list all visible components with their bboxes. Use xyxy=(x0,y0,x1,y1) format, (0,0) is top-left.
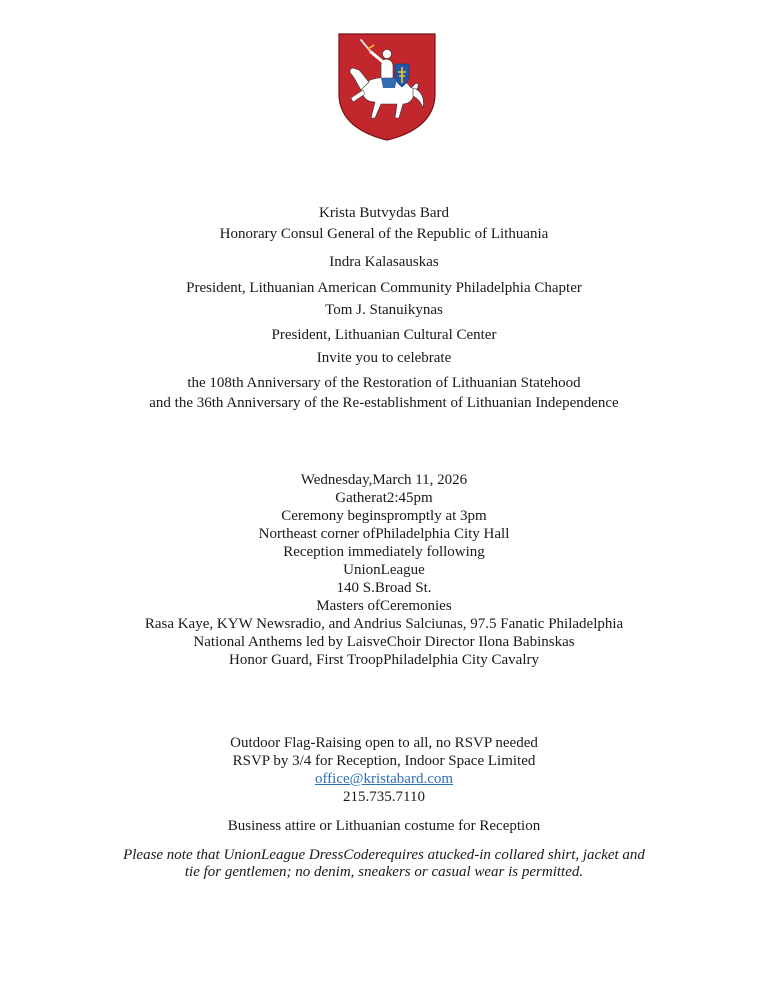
invite-line: Invite you to celebrate xyxy=(316,350,452,366)
host-1-title: Honorary Consul General of the Republic of Lithuania xyxy=(219,226,549,242)
masters-heading: Masters ofCeremonies xyxy=(316,598,452,614)
host-1-name: Krista Butvydas Bard xyxy=(319,205,449,221)
dress-code-note-2: tie for gentlemen; no denim, sneakers or casual wear is permitted. xyxy=(184,864,584,880)
occasion-line-1: the 108th Anniversary of the Restoration of Lithuanian Statehood xyxy=(187,375,581,391)
rsvp-phone: 215.735.7110 xyxy=(343,789,425,805)
masters-of-ceremonies: Rasa Kaye, KYW Newsradio, and Andrius Salciunas, 97.5 Fanatic Philadelphia xyxy=(144,616,624,632)
event-location: Northeast corner ofPhiladelphia City Hall xyxy=(258,526,510,542)
flag-raising-note: Outdoor Flag-Raising open to all, no RSVP needed xyxy=(230,735,538,751)
honor-guard: Honor Guard, First TroopPhiladelphia City Cavalry xyxy=(229,652,539,668)
event-gather-time: Gatherat2:45pm xyxy=(335,490,433,506)
host-2-name: Indra Kalasauskas xyxy=(329,254,439,270)
event-address: 140 S.Broad St. xyxy=(336,580,432,596)
event-ceremony-time: Ceremony beginspromptly at 3pm xyxy=(281,508,487,524)
occasion-line-2: and the 36th Anniversary of the Re-establishment of Lithuanian Independence xyxy=(149,395,619,411)
dress-code-note-1: Please note that UnionLeague DressCoderequires atucked-in collared shirt, jacket and xyxy=(123,847,645,863)
host-2-title: President, Lithuanian American Community Philadelphia Chapter xyxy=(186,280,582,296)
rsvp-deadline: RSVP by 3/4 for Reception, Indoor Space Limited xyxy=(232,753,536,769)
national-anthems: National Anthems led by LaisveChoir Director Ilona Babinskas xyxy=(193,634,575,650)
event-date: Wednesday,March 11, 2026 xyxy=(300,472,468,488)
event-reception: Reception immediately following xyxy=(283,544,485,560)
rsvp-email-link[interactable]: office@kristabard.com xyxy=(314,771,454,787)
coat-of-arms-icon xyxy=(337,32,437,142)
event-venue: UnionLeague xyxy=(343,562,425,578)
host-3-title: President, Lithuanian Cultural Center xyxy=(271,327,497,343)
rsvp-email-row xyxy=(0,771,768,788)
attire-note: Business attire or Lithuanian costume for Reception xyxy=(227,818,541,834)
host-3-name: Tom J. Stanuikynas xyxy=(325,302,443,318)
